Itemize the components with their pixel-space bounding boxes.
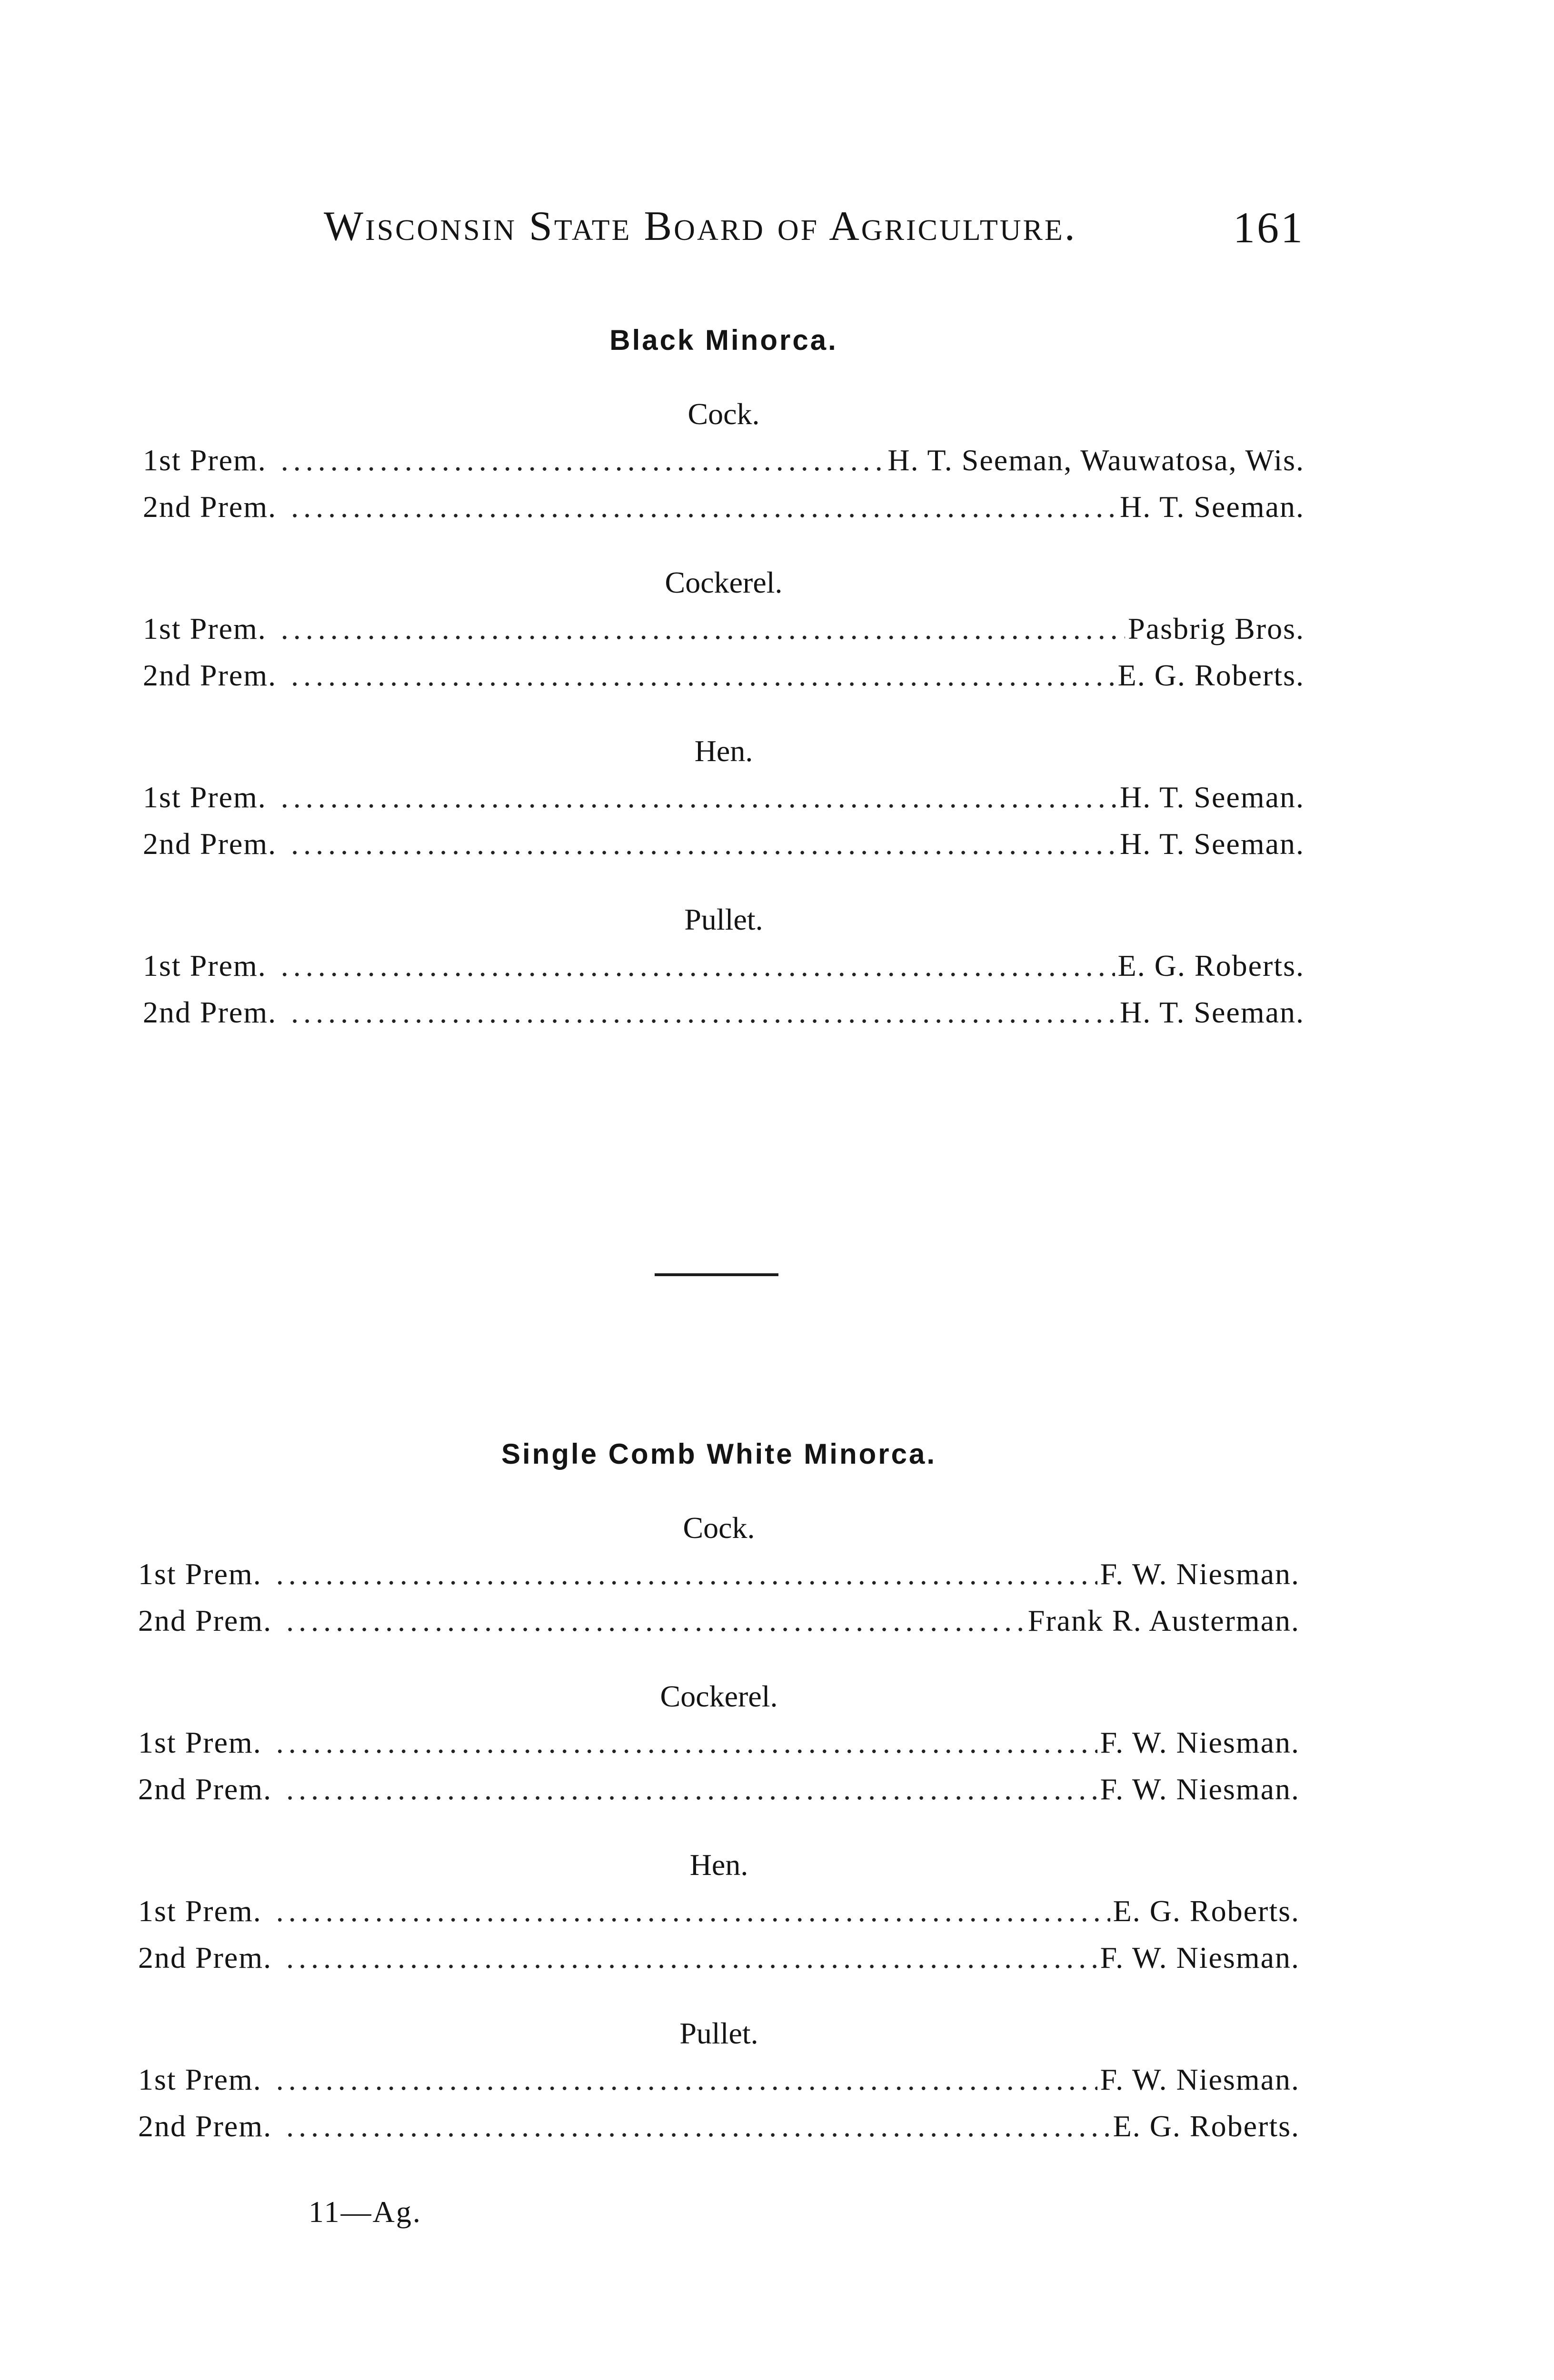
dot-leader xyxy=(291,821,1117,867)
dot-leader xyxy=(276,2056,1097,2103)
category-title: Cockerel. xyxy=(665,565,783,599)
award-row xyxy=(143,437,1305,484)
award-winner: Frank R. Austerman. xyxy=(1027,1604,1300,1637)
dot-leader xyxy=(286,1597,1025,1644)
award-row xyxy=(143,605,1305,652)
dot-leader xyxy=(281,942,1115,989)
award-row xyxy=(138,1597,1300,1644)
award-place: 1st Prem. xyxy=(138,2063,262,2096)
award-row xyxy=(138,1719,1300,1766)
dot-leader xyxy=(276,1888,1110,1934)
dot-leader xyxy=(286,1934,1097,1981)
award-place: 2nd Prem. xyxy=(138,1941,272,1974)
dot-leader xyxy=(281,774,1117,821)
dot-leader xyxy=(276,1551,1097,1597)
award-place: 1st Prem. xyxy=(143,949,267,982)
dot-leader xyxy=(291,989,1117,1036)
category-hen xyxy=(138,1842,1300,1981)
category-title: Cock. xyxy=(683,1511,755,1545)
award-place: 1st Prem. xyxy=(138,1894,262,1928)
dot-leader xyxy=(286,2103,1110,2150)
category-title: Pullet. xyxy=(679,2016,758,2050)
dot-leader xyxy=(281,437,885,484)
award-place: 1st Prem. xyxy=(138,1726,262,1759)
section-separator xyxy=(655,1273,778,1276)
award-row xyxy=(138,1888,1300,1934)
award-row xyxy=(138,2056,1300,2103)
category-cockerel xyxy=(143,560,1305,699)
award-winner: E. G. Roberts. xyxy=(1113,1894,1300,1928)
breed-title: Single Comb White Minorca. xyxy=(501,1438,937,1470)
award-row xyxy=(143,989,1305,1036)
award-place: 2nd Prem. xyxy=(143,995,277,1029)
award-place: 2nd Prem. xyxy=(143,658,277,692)
award-place: 2nd Prem. xyxy=(138,1604,272,1637)
category-title: Cockerel. xyxy=(660,1679,778,1713)
award-place: 1st Prem. xyxy=(143,780,267,814)
award-place: 1st Prem. xyxy=(143,443,267,477)
award-winner: F. W. Niesman. xyxy=(1100,1726,1300,1759)
award-row xyxy=(138,2103,1300,2150)
running-head xyxy=(324,202,1305,264)
breed-section-black-minorca xyxy=(143,319,1305,1036)
dot-leader xyxy=(291,484,1117,530)
award-winner: F. W. Niesman. xyxy=(1100,1941,1300,1974)
award-winner: E. G. Roberts. xyxy=(1113,2109,1300,2143)
award-place: 2nd Prem. xyxy=(143,827,277,861)
award-row xyxy=(143,774,1305,821)
category-pullet xyxy=(138,2011,1300,2150)
award-row xyxy=(138,1766,1300,1813)
award-row xyxy=(143,821,1305,867)
award-winner: H. T. Seeman. xyxy=(1120,995,1305,1029)
award-winner: H. T. Seeman. xyxy=(1120,827,1305,861)
award-row xyxy=(143,652,1305,699)
category-hen xyxy=(143,728,1305,867)
category-title: Hen. xyxy=(689,1848,748,1882)
award-row xyxy=(143,942,1305,989)
award-winner: E. G. Roberts. xyxy=(1117,949,1305,982)
award-place: 1st Prem. xyxy=(143,612,267,645)
category-cock xyxy=(143,391,1305,530)
award-winner: H. T. Seeman. xyxy=(1120,780,1305,814)
award-place: 1st Prem. xyxy=(138,1557,262,1591)
category-title: Hen. xyxy=(694,734,753,768)
award-winner: H. T. Seeman, Wauwatosa, Wis. xyxy=(887,443,1305,477)
award-row xyxy=(143,484,1305,530)
award-winner: F. W. Niesman. xyxy=(1100,2063,1300,2096)
breed-section-single-comb-white-minorca xyxy=(138,1433,1300,2150)
category-cock xyxy=(138,1505,1300,1644)
running-title: Wisconsin State Board of Agriculture. xyxy=(324,203,1077,249)
award-row xyxy=(138,1551,1300,1597)
dot-leader xyxy=(286,1766,1097,1813)
award-winner: Pasbrig Bros. xyxy=(1128,612,1305,645)
breed-title: Black Minorca. xyxy=(609,324,838,356)
award-place: 2nd Prem. xyxy=(138,2109,272,2143)
award-place: 2nd Prem. xyxy=(143,490,277,524)
award-winner: E. G. Roberts. xyxy=(1117,658,1305,692)
dot-leader xyxy=(276,1719,1097,1766)
award-winner: F. W. Niesman. xyxy=(1100,1557,1300,1591)
page-number: 161 xyxy=(1233,203,1305,252)
award-winner: H. T. Seeman. xyxy=(1120,490,1305,524)
dot-leader xyxy=(281,605,1125,652)
dot-leader xyxy=(291,652,1115,699)
category-title: Pullet. xyxy=(684,902,763,936)
signature-mark: 11—Ag. xyxy=(309,2195,422,2229)
award-row xyxy=(138,1934,1300,1981)
award-place: 2nd Prem. xyxy=(138,1772,272,1806)
award-winner: F. W. Niesman. xyxy=(1100,1772,1300,1806)
category-pullet xyxy=(143,897,1305,1036)
category-cockerel xyxy=(138,1674,1300,1813)
category-title: Cock. xyxy=(687,397,760,431)
